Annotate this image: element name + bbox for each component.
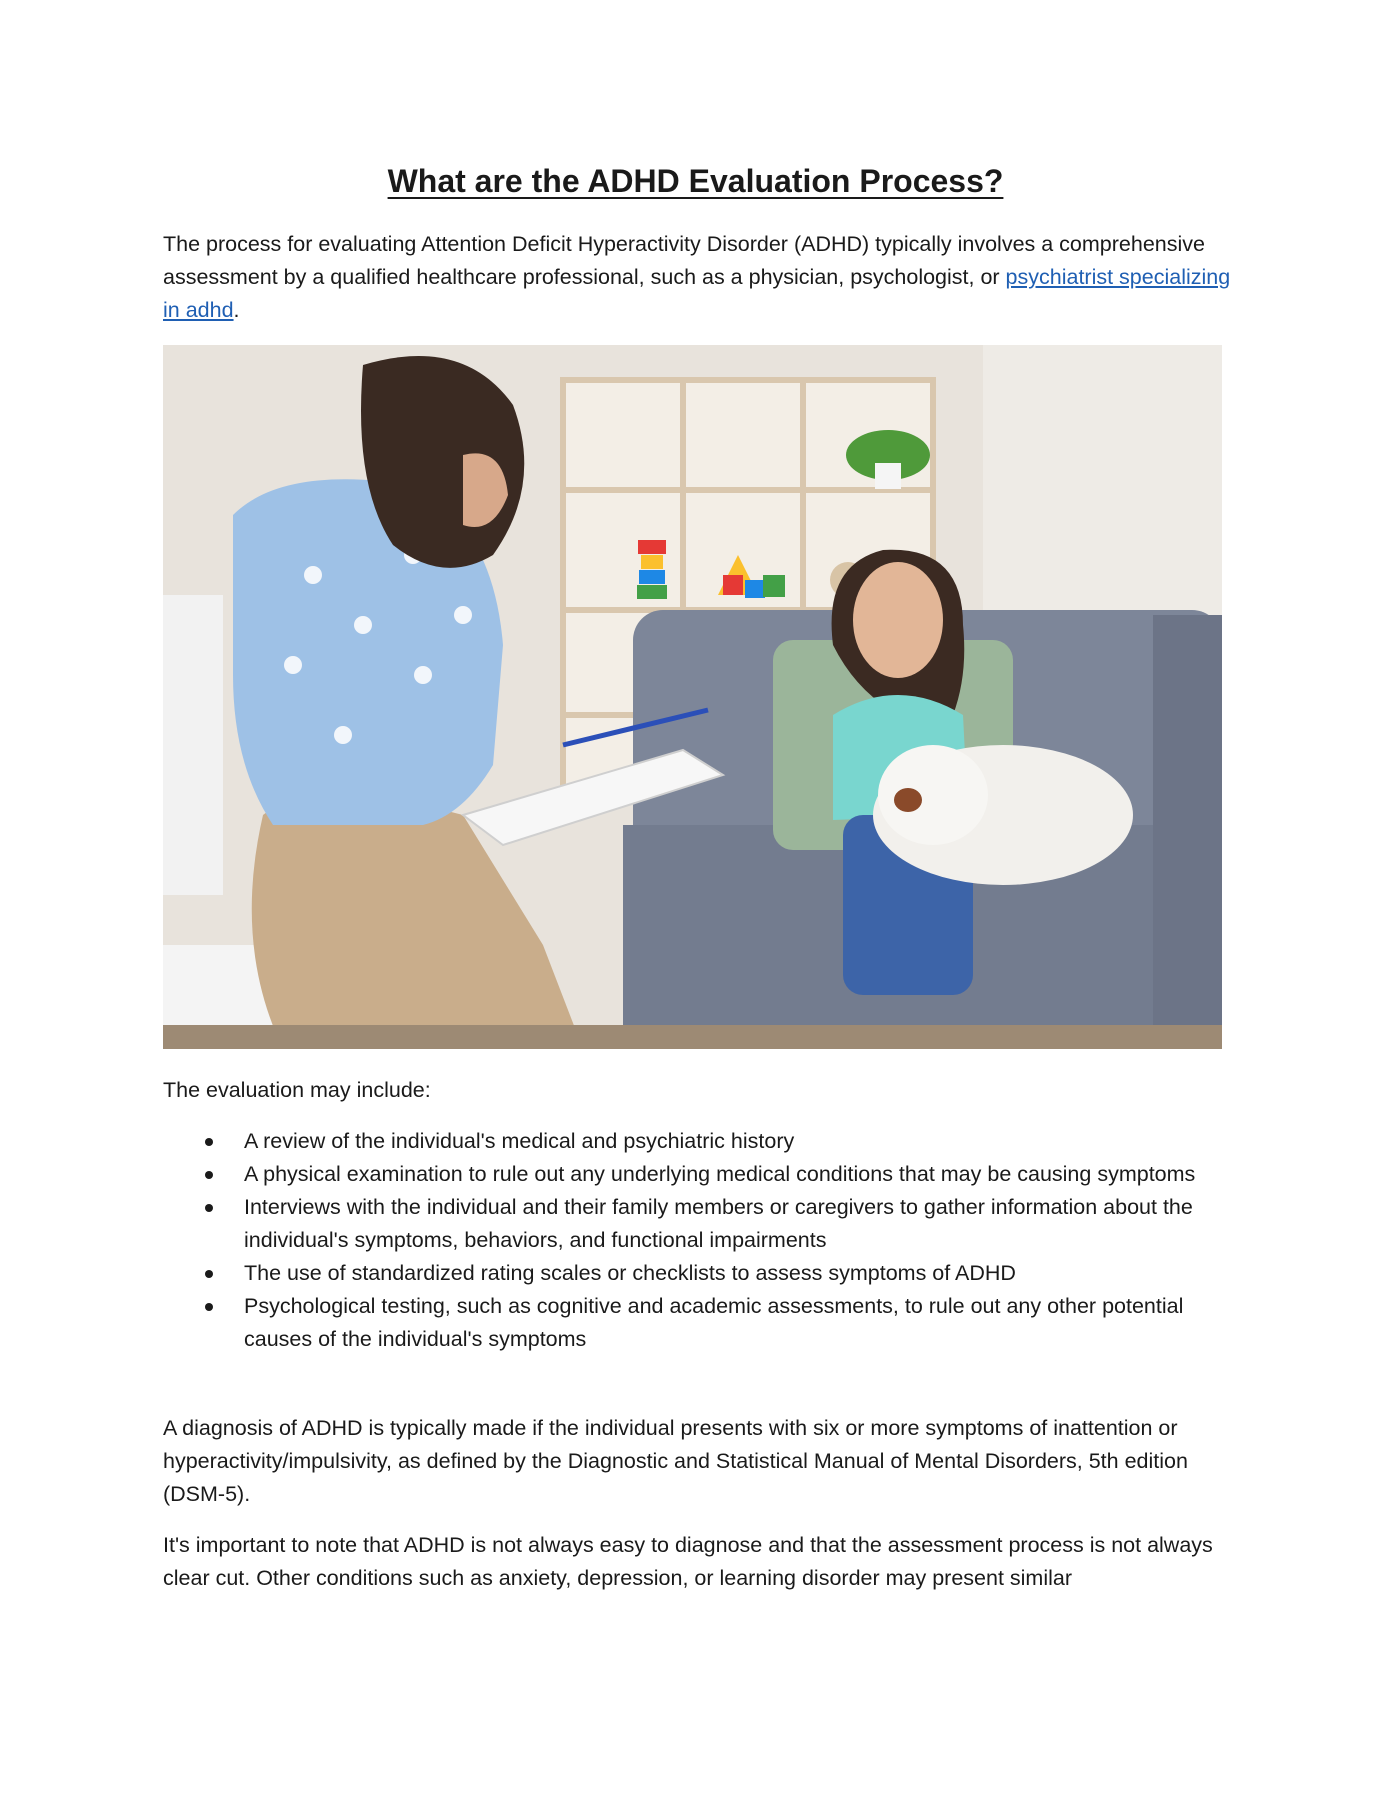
note-paragraph: It's important to note that ADHD is not always easy to diagnose and that the assessment process is not always clear cut. Other conditions such as anxiety, depression, or learning disorder may present similar — [163, 1533, 1213, 1590]
list-item-text: A review of the individual's medical and psychiatric history — [244, 1129, 795, 1153]
list-item-text: The use of standardized rating scales or checklists to assess symptoms of ADHD — [244, 1261, 1016, 1285]
psychiatrist-link[interactable]: psychiatrist specializing in adhd — [163, 265, 1231, 322]
evaluation-list — [163, 1125, 1233, 1356]
list-item — [163, 1191, 1233, 1257]
list-item-text: Psychological testing, such as cognitive and academic assessments, to rule out any other potential causes of the individual's symptoms — [244, 1294, 1184, 1351]
list-item-text: A physical examination to rule out any underlying medical conditions that may be causing symptoms — [244, 1162, 1196, 1186]
evaluation-photo — [163, 345, 1222, 1049]
page-title: What are the ADHD Evaluation Process? — [387, 163, 1004, 199]
bullet-icon — [205, 1204, 213, 1212]
intro-text-end: . — [233, 298, 240, 322]
bullet-icon — [205, 1270, 213, 1278]
intro-text: The process for evaluating Attention Deficit Hyperactivity Disorder (ADHD) typically involves a comprehensive assessment by a qualified healthcare professional, such as a physician, psychologist, or — [163, 232, 1205, 289]
list-item — [163, 1290, 1233, 1356]
list-item — [163, 1158, 1233, 1191]
evaluation-intro: The evaluation may include: — [163, 1078, 431, 1102]
bullet-icon — [205, 1171, 213, 1179]
list-item-text: Interviews with the individual and their family members or caregivers to gather information about the individual's symptoms, behaviors, and functional impairments — [244, 1195, 1193, 1252]
intro-paragraph — [163, 228, 1233, 327]
bullet-icon — [205, 1138, 213, 1146]
list-item — [163, 1125, 1233, 1158]
diagnosis-paragraph: A diagnosis of ADHD is typically made if the individual presents with six or more symptoms of inattention or hyperactivity/impulsivity, as defined by the Diagnostic and Statistical Manual of Mental Disorders, 5th edition (DSM-5). — [163, 1416, 1188, 1506]
list-item — [163, 1257, 1233, 1290]
bullet-icon — [205, 1303, 213, 1311]
